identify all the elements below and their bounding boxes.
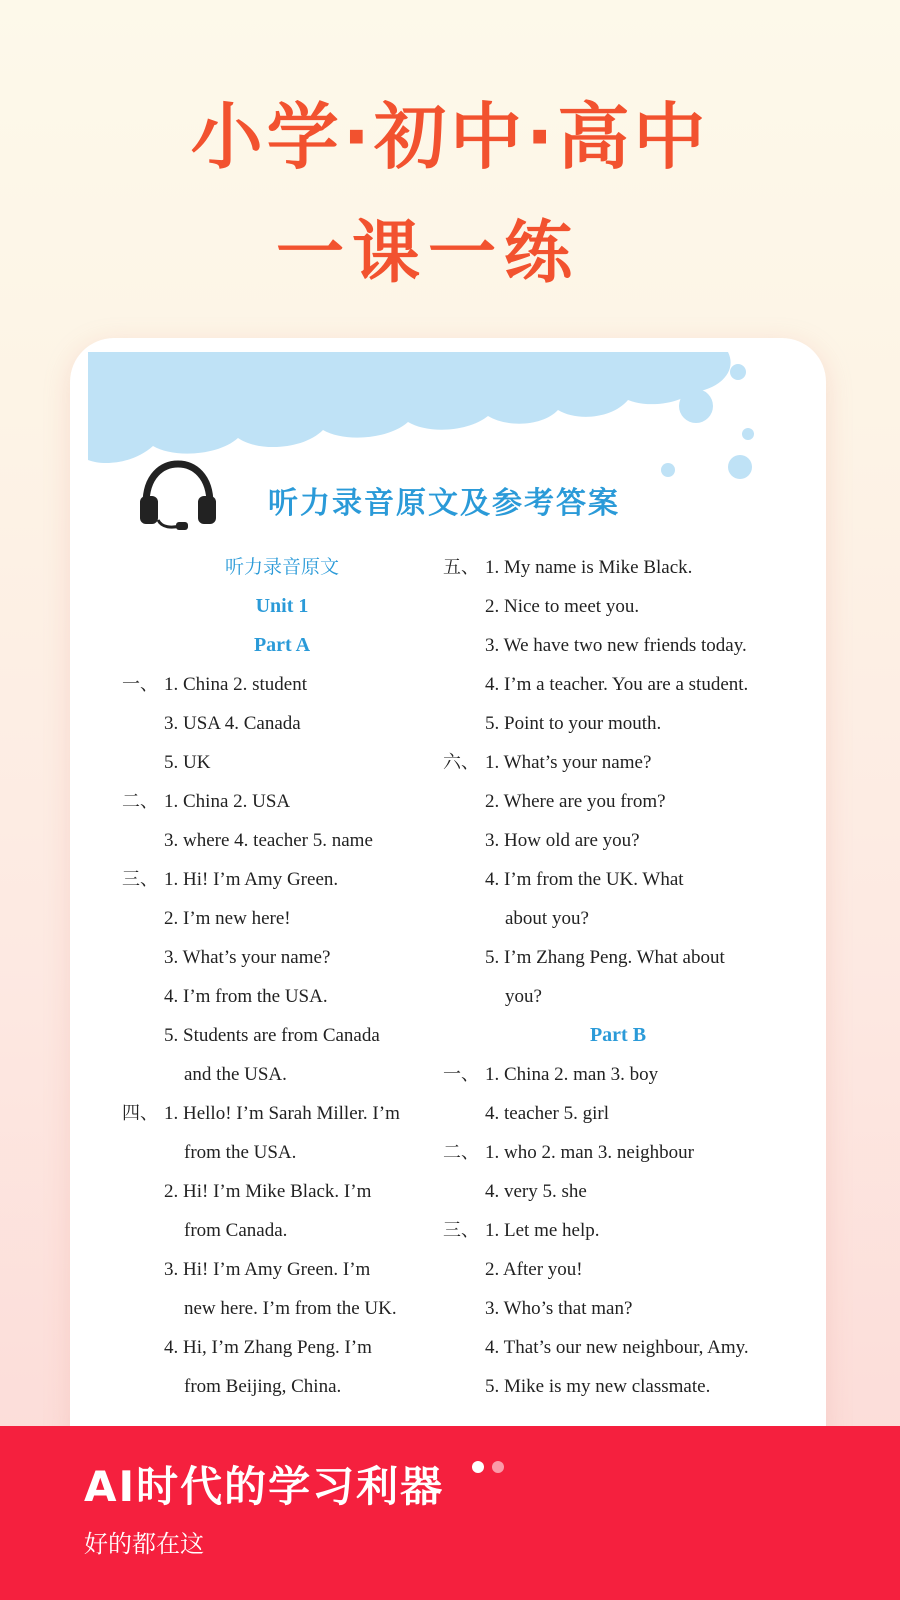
headset-icon [138,460,218,532]
answer-line [443,743,793,782]
answer-text: 3. USA 4. Canada [164,713,301,734]
answer-text: 4. I’m from the USA. [164,986,328,1007]
answer-line [122,1016,442,1055]
answer-line [443,665,793,704]
answer-text: 5. Point to your mouth. [485,713,662,734]
answer-text: about you? [505,908,589,929]
answer-line [443,782,793,821]
answer-text: 3. We have two new friends today. [485,635,747,656]
answer-text: 3. Hi! I’m Amy Green. I’m [164,1259,371,1280]
answer-line [443,1211,793,1250]
headline-line2: 一课一练 [275,214,580,293]
answer-text: 5. I’m Zhang Peng. What about [485,947,725,968]
answer-text: 1. who 2. man 3. neighbour [485,1142,694,1163]
answer-line [443,1133,793,1172]
answer-text: 1. My name is Mike Black. [485,557,693,578]
carousel-dot-1[interactable] [472,1461,484,1473]
document-page [88,352,810,1438]
answer-text: 2. I’m new here! [164,908,291,929]
answer-text: 1. Let me help. [485,1220,600,1241]
question-number: 一、 [443,1064,479,1085]
right-column [443,548,793,1406]
question-number: 一、 [122,674,158,695]
answer-text: 1. China 2. student [164,674,308,695]
question-number: 二、 [443,1142,479,1163]
answer-line [122,782,442,821]
answer-line [443,1289,793,1328]
answer-line [122,1133,442,1172]
answer-text: 1. Hello! I’m Sarah Miller. I’m [164,1103,400,1124]
carousel-dot-2[interactable] [492,1461,504,1473]
answer-text: 4. I’m from the UK. What [485,869,684,890]
answer-line [443,977,793,1016]
answer-line [443,548,793,587]
answer-line [122,1172,442,1211]
answer-text: 4. I’m a teacher. You are a student. [485,674,749,695]
answer-text: 5. Students are from Canada [164,1025,380,1046]
answer-text: 1. What’s your name? [485,752,652,773]
answer-text: 2. Nice to meet you. [485,596,640,617]
answer-text: 4. teacher 5. girl [485,1103,609,1124]
answer-line [443,587,793,626]
left-column [122,548,442,1406]
answer-text: 3. What’s your name? [164,947,331,968]
answer-line [122,1211,442,1250]
answer-text: 1. China 2. USA [164,791,291,812]
answer-line [443,1094,793,1133]
answer-line [122,1055,442,1094]
section-heading: Part B [589,1024,647,1046]
answer-line [443,626,793,665]
answer-line [443,1367,793,1406]
answer-line [122,977,442,1016]
answer-text: and the USA. [184,1064,287,1085]
answer-text: 1. Hi! I’m Amy Green. [164,869,339,890]
answer-text: 5. Mike is my new classmate. [485,1376,711,1397]
answer-text: you? [505,986,542,1007]
answer-text: 2. Where are you from? [485,791,666,812]
answer-line [122,665,442,704]
answer-text: 4. Hi, I’m Zhang Peng. I’m [164,1337,372,1358]
answer-line [122,1094,442,1133]
subtitle: 好的都在这 [84,1530,204,1558]
answer-text: new here. I’m from the UK. [184,1298,397,1319]
answer-text: 4. That’s our new neighbour, Amy. [485,1337,749,1358]
document-title: 听力录音原文及参考答案 [268,486,620,521]
answer-text: 2. Hi! I’m Mike Black. I’m [164,1181,372,1202]
section-heading: Unit 1 [255,595,309,617]
answer-line [122,821,442,860]
answer-text: 5. UK [164,752,211,773]
answer-line [122,704,442,743]
answer-line [122,938,442,977]
answer-text: from Canada. [184,1220,288,1241]
answer-line [443,704,793,743]
answer-line [443,860,793,899]
answer-line [443,1250,793,1289]
bottom-banner [0,1426,900,1600]
answer-text: 1. China 2. man 3. boy [485,1064,659,1085]
section-heading: Part A [253,634,311,656]
answer-text: 2. After you! [485,1259,583,1280]
headline-line1: 小学·初中·高中 [190,95,710,179]
question-number: 二、 [122,791,158,812]
answer-line [443,1328,793,1367]
answer-text: from the USA. [184,1142,297,1163]
answer-line [443,899,793,938]
answer-text: 3. How old are you? [485,830,640,851]
answer-line [122,860,442,899]
answer-line [122,1367,442,1406]
section-heading: 听力录音原文 [224,556,339,578]
question-number: 六、 [443,752,479,773]
question-number: 三、 [443,1220,479,1241]
answer-text: 3. Who’s that man? [485,1298,633,1319]
answer-line [443,1055,793,1094]
answer-line [122,1250,442,1289]
carousel-indicator[interactable] [472,1458,512,1477]
answer-line [122,743,442,782]
answer-line [443,1172,793,1211]
answer-text: 4. very 5. she [485,1181,587,1202]
answer-line [122,1289,442,1328]
preview-card [70,338,826,1438]
answer-line [443,938,793,977]
question-number: 三、 [122,869,158,890]
answer-text: from Beijing, China. [184,1376,342,1397]
answer-line [122,899,442,938]
question-number: 五、 [443,557,479,578]
answer-text: 3. where 4. teacher 5. name [164,830,373,851]
slogan: AI时代的学习利器 [84,1462,445,1511]
answer-line [443,821,793,860]
answer-line [122,1328,442,1367]
question-number: 四、 [122,1103,158,1124]
